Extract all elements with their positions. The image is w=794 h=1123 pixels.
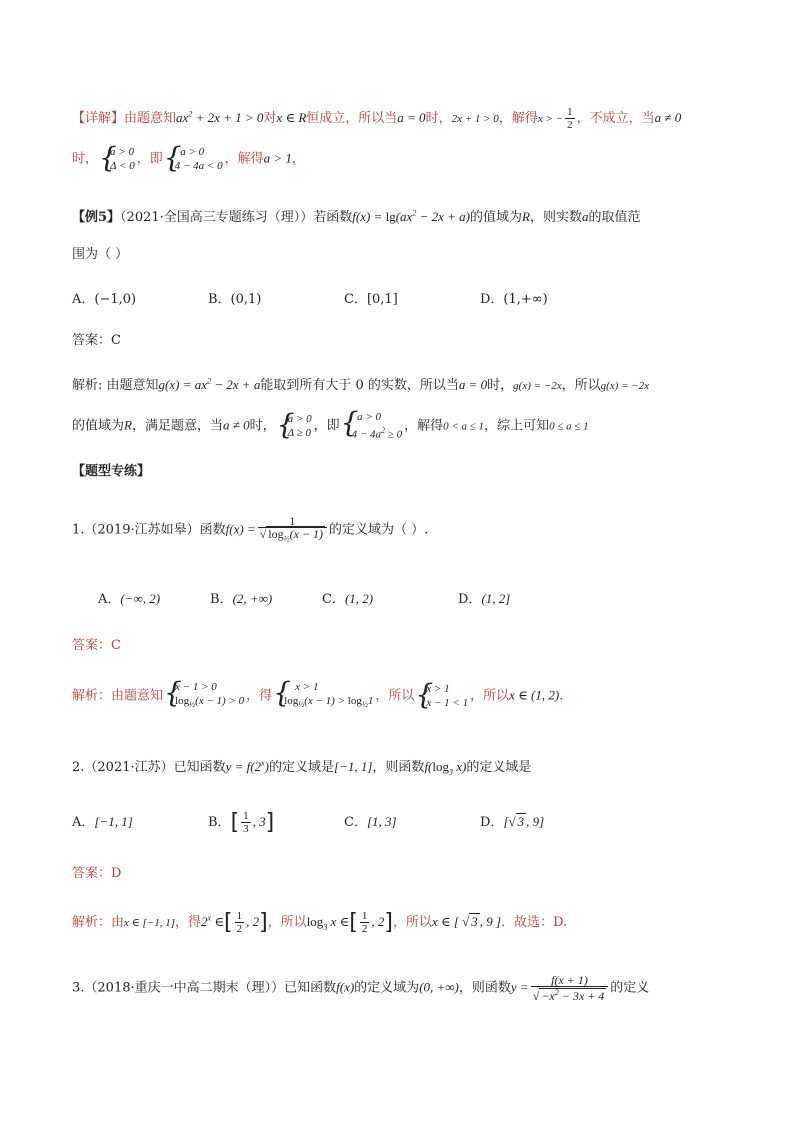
detail-line-2: 时， { a > 0 Δ < 0 ，即 { a > 0 4 − 4a < 0 ，解得a > 1，	[72, 145, 305, 173]
example5-line-1: 【例5】（2021·全国高三专题练习（理））若函数$f(x) = \lg(ax^2 - 2x + a)$的值域为R，则实数a的取值范	[72, 208, 641, 225]
detail-tag: 【详解】	[72, 111, 125, 126]
q1-explain: 解析：由题意知 { x − 1 > 0 $\log_{\frac{1}{2}}(x - 1) > 0$ ，得 { x > 1 $\log_{\frac{1}{2}}(x - 1) > \log_{\frac{1}{2}}1$ ，所以 { x > 1 x − 1 < 1 ，所以x ∈ (1, 2).	[72, 680, 563, 712]
q3-stem: 3.（2018·重庆一中高二期末（理））已知函数f(x)的定义域为(0, +∞)，则函数y = $\frac{f(x + 1)}{√ -x^2 - 3x + 4}$ 的定义	[72, 973, 650, 1003]
example5-line-2: 围为（ ）	[72, 247, 129, 262]
q1-option-b: B．(2, +∞)	[210, 591, 273, 607]
q2-stem: 2.（2021·江苏）已知函数$y = f(2^x)$的定义域是[−1, 1]，则函数$f(\log_3$ x)的定义域是	[72, 758, 532, 777]
example5-explain-1: 解析: 由题意知$g(x) = ax^2 - 2x + a$能取到所有大于 0 的实数，所以当a = 0时，g(x) = −2x，所以g(x) = −2x	[72, 376, 650, 393]
q2-option-b: B．[ $\frac{1}{3}$ , 3]	[208, 810, 275, 835]
q2-option-d: D．[√ 3 , 9]	[480, 814, 545, 830]
q1-option-a: A．(−∞, 2)	[98, 591, 161, 607]
q1-stem: 1.（2019·江苏如皋）函数f(x) = $\frac{1}{√ \log_{\frac{1}{2}}(x - 1)}$ 的定义域为（ ）.	[72, 514, 429, 544]
detail-line-1: 【详解】由题意知$ax^2 + 2x + 1 > 0$对x ∈ R恒成立，所以当a = 0时，2x + 1 > 0，解得x > − $\frac{1}{2}$ ，不成立，当a ≠ 0	[72, 106, 682, 131]
option-c: C．[0,1]	[344, 292, 398, 307]
example5-tag: 【例5】	[72, 210, 121, 225]
q2-explain: 解析：由x ∈ [−1, 1]，得2$^x$ ∈[ $\frac{1}{2}$ , 2]，所以$\log_3 x$ ∈[ $\frac{1}{2}$ , 2]，所以x ∈ [ √ 3 , 9 ]．故选：D.	[72, 910, 568, 935]
q1-answer: 答案：C	[72, 638, 121, 653]
example5-options	[72, 288, 616, 307]
option-d: D．(1,+∞)	[480, 292, 548, 307]
option-b: B．(0,1)	[208, 292, 262, 307]
section-heading: 【题型专练】	[72, 464, 151, 479]
q2-options	[72, 810, 616, 835]
q1-option-c: C．(1, 2)	[322, 591, 374, 607]
q1-options	[98, 588, 594, 607]
option-a: A．(−1,0)	[72, 292, 137, 307]
example5-answer: 答案：C	[72, 333, 121, 348]
q2-answer: 答案：D	[72, 866, 122, 881]
example5-explain-2: 的值域为R，满足题意，当a ≠ 0时， { a > 0 Δ ≥ 0 ，即 { a > 0 $4 - 4a^2 \ge 0$ ，解得0 < a ≤ 1，综上可知0 ≤ a ≤ 1	[72, 410, 589, 442]
q2-option-a: A．[−1, 1]	[72, 814, 133, 830]
q1-option-d: D．(1, 2]	[458, 591, 511, 607]
q2-option-c: C．[1, 3]	[344, 814, 397, 830]
